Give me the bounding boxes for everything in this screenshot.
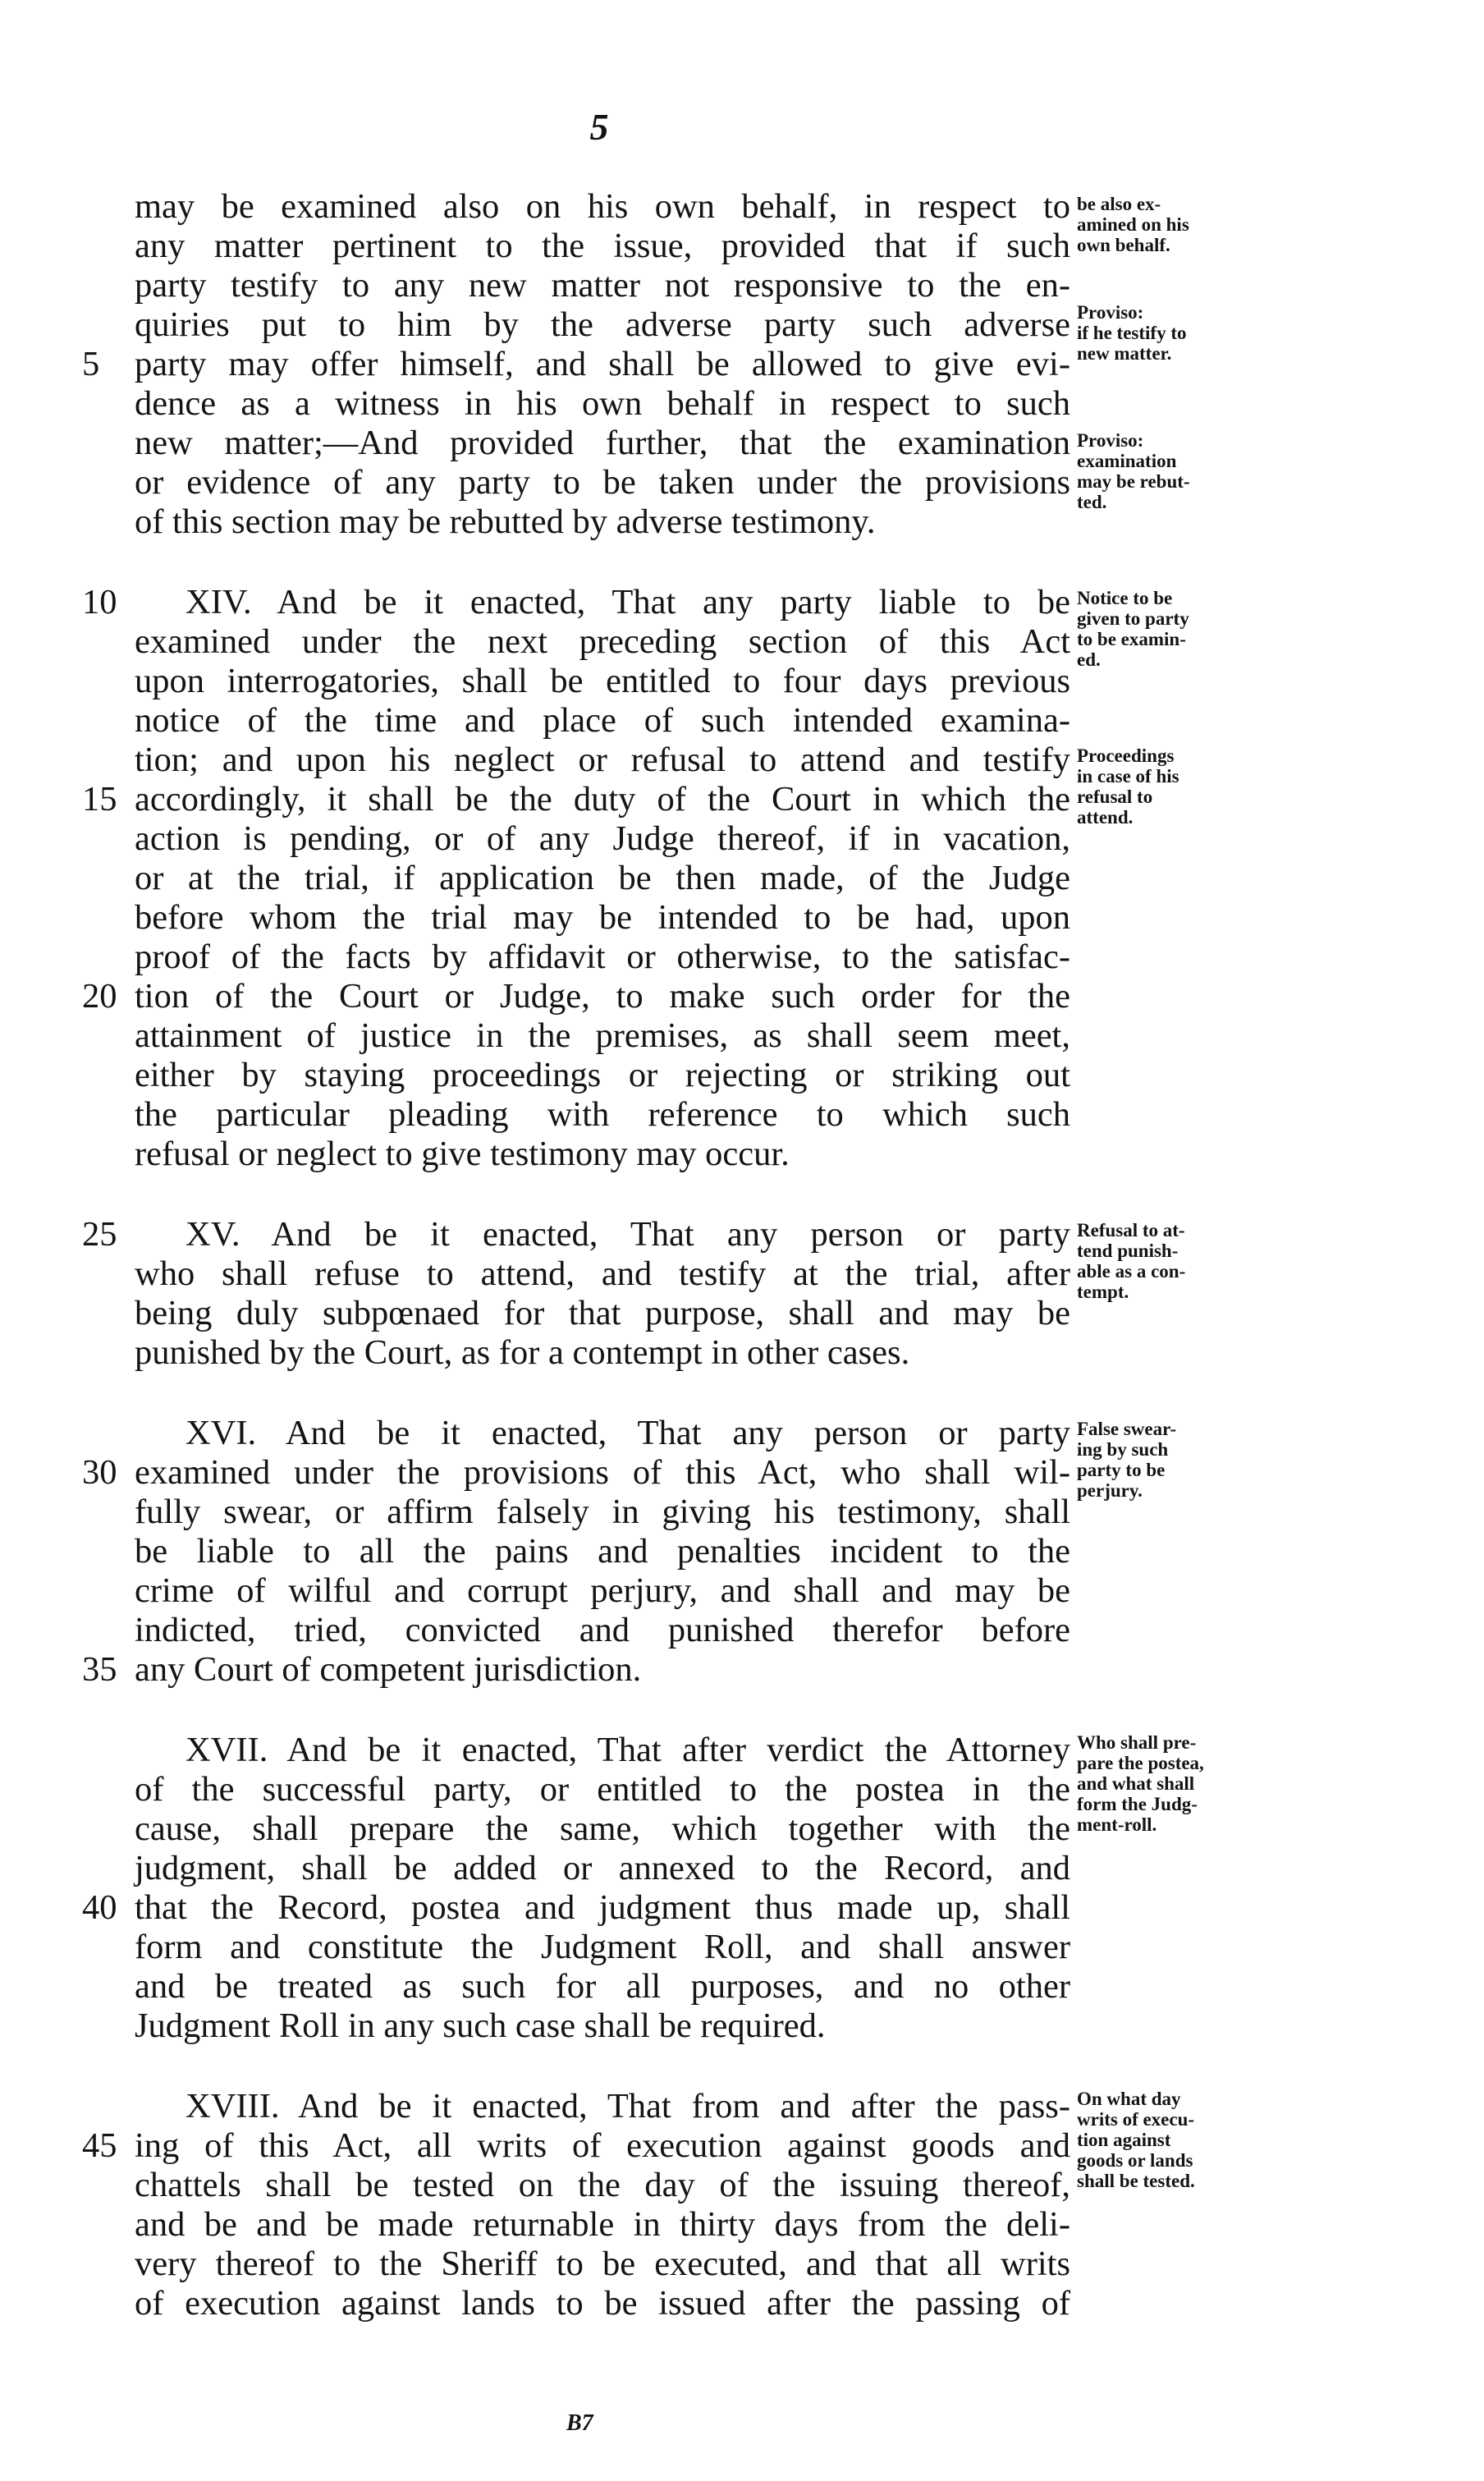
text-line: very thereof to the Sheriff to be executed, and that all writs: [135, 2245, 1070, 2283]
margin-note-line: tion against: [1077, 2130, 1171, 2150]
text-line: any Court of competent jurisdiction.: [135, 1650, 642, 1689]
margin-note-line: new matter.: [1077, 343, 1172, 364]
margin-note-line: own behalf.: [1077, 235, 1170, 255]
margin-note: [1077, 745, 1241, 828]
text-line: XVII. And be it enacted, That after verdict the Attorney: [186, 1731, 1070, 1769]
text-line: ing of this Act, all writs of execution against goods and: [135, 2126, 1070, 2165]
text-line: cause, shall prepare the same, which together with the: [135, 1809, 1070, 1848]
margin-note: [1077, 430, 1241, 512]
margin-note: [1077, 588, 1241, 670]
margin-note-line: Refusal to at-: [1077, 1220, 1185, 1240]
text-line: crime of wilful and corrupt perjury, and shall and may be: [135, 1571, 1070, 1610]
margin-note-line: examination: [1077, 451, 1177, 471]
line-number: 15: [82, 780, 117, 819]
line-number: 20: [82, 977, 117, 1016]
line-number: 10: [82, 583, 117, 621]
text-line: examined under the next preceding section of this Act: [135, 622, 1070, 661]
text-line: upon interrogatories, shall be entitled to four days previous: [135, 662, 1070, 700]
text-line: notice of the time and place of such intended examina-: [135, 701, 1070, 740]
margin-note-line: be also ex-: [1077, 194, 1161, 214]
page-number: 5: [589, 106, 609, 148]
text-line: be liable to all the pains and penalties incident to the: [135, 1532, 1070, 1571]
margin-note-line: and what shall: [1077, 1773, 1195, 1794]
text-line: and be treated as such for all purposes, and no other: [135, 1967, 1070, 2006]
line-number: 35: [82, 1650, 117, 1689]
line-number: 40: [82, 1888, 117, 1927]
text-line: accordingly, it shall be the duty of the Court in which the: [135, 780, 1070, 819]
line-number: 45: [82, 2126, 117, 2165]
margin-note-line: tempt.: [1077, 1282, 1129, 1302]
margin-note-line: amined on his: [1077, 214, 1189, 235]
text-line: chattels shall be tested on the day of the issuing thereof,: [135, 2166, 1070, 2204]
text-line: party testify to any new matter not responsive to the en-: [135, 266, 1070, 305]
text-line: quiries put to him by the adverse party such adverse: [135, 305, 1070, 344]
text-line: action is pending, or of any Judge thereof, if in vacation,: [135, 819, 1070, 858]
text-line: may be examined also on his own behalf, in respect to: [135, 187, 1070, 226]
margin-note-line: form the Judg-: [1077, 1794, 1198, 1814]
margin-note-line: goods or lands: [1077, 2150, 1193, 2171]
margin-note-line: False swear-: [1077, 1419, 1177, 1439]
text-line: or at the trial, if application be then made, of the Judge: [135, 859, 1070, 897]
margin-note-line: ing by such: [1077, 1439, 1169, 1460]
margin-note-line: Who shall pre-: [1077, 1732, 1197, 1753]
text-line: tion; and upon his neglect or refusal to attend and testify: [135, 741, 1070, 779]
margin-note-line: Proviso:: [1077, 302, 1144, 323]
margin-note-line: may be rebut-: [1077, 471, 1190, 492]
text-line: Judgment Roll in any such case shall be required.: [135, 2006, 826, 2045]
text-line: dence as a witness in his own behalf in respect to such: [135, 384, 1070, 423]
text-line: of execution against lands to be issued after the passing of: [135, 2284, 1070, 2323]
margin-note-line: On what day: [1077, 2089, 1181, 2109]
text-line: judgment, shall be added or annexed to the Record, and: [135, 1849, 1070, 1887]
text-line: indicted, tried, convicted and punished therefor before: [135, 1611, 1070, 1649]
text-line: who shall refuse to attend, and testify at the trial, after: [135, 1254, 1070, 1293]
text-line: new matter;—And provided further, that the examination: [135, 424, 1070, 462]
text-line: fully swear, or affirm falsely in giving his testimony, shall: [135, 1493, 1070, 1531]
text-line: attainment of justice in the premises, as shall seem meet,: [135, 1016, 1070, 1055]
margin-note: [1077, 1732, 1241, 1835]
text-line: party may offer himself, and shall be allowed to give evi-: [135, 345, 1070, 383]
margin-note-line: Notice to be: [1077, 588, 1173, 608]
text-line: XVI. And be it enacted, That any person or party: [186, 1414, 1070, 1452]
margin-note-line: Proceedings: [1077, 745, 1175, 766]
text-line: either by staying proceedings or rejecting or striking out: [135, 1056, 1070, 1094]
margin-note-line: Proviso:: [1077, 430, 1144, 451]
text-line: XVIII. And be it enacted, That from and after the pass-: [186, 2087, 1070, 2126]
text-line: punished by the Court, as for a contempt in other cases.: [135, 1333, 910, 1372]
text-line: proof of the facts by affidavit or otherwise, to the satisfac-: [135, 938, 1070, 976]
text-line: refusal or neglect to give testimony may occur.: [135, 1135, 790, 1173]
margin-note-line: writs of execu-: [1077, 2109, 1195, 2130]
margin-note-line: ment-roll.: [1077, 1814, 1157, 1835]
text-line: before whom the trial may be intended to be had, upon: [135, 898, 1070, 937]
text-line: XV. And be it enacted, That any person or party: [186, 1215, 1070, 1254]
text-line: of this section may be rebutted by adverse testimony.: [135, 502, 876, 541]
margin-note-line: ted.: [1077, 492, 1107, 512]
margin-note: [1077, 2089, 1241, 2191]
margin-note: [1077, 194, 1241, 255]
margin-note-line: able as a con-: [1077, 1261, 1186, 1282]
margin-note-line: ed.: [1077, 649, 1101, 670]
margin-note-line: in case of his: [1077, 766, 1179, 786]
text-line: examined under the provisions of this Act, who shall wil-: [135, 1453, 1070, 1492]
line-number: 25: [82, 1215, 117, 1254]
margin-note-line: given to party: [1077, 608, 1189, 629]
text-line: any matter pertinent to the issue, provided that if such: [135, 227, 1070, 265]
margin-note-line: if he testify to: [1077, 323, 1187, 343]
text-line: XIV. And be it enacted, That any party liable to be: [186, 583, 1070, 621]
margin-note-line: shall be tested.: [1077, 2171, 1195, 2191]
margin-note: [1077, 302, 1241, 364]
margin-note-line: tend punish-: [1077, 1240, 1179, 1261]
margin-note-line: refusal to: [1077, 786, 1153, 807]
text-line: that the Record, postea and judgment thus made up, shall: [135, 1888, 1070, 1927]
text-line: tion of the Court or Judge, to make such order for the: [135, 977, 1070, 1016]
margin-note: [1077, 1419, 1241, 1501]
margin-note: [1077, 1220, 1241, 1302]
margin-note-line: perjury.: [1077, 1480, 1143, 1501]
text-line: the particular pleading with reference to which such: [135, 1095, 1070, 1134]
text-line: and be and be made returnable in thirty days from the deli-: [135, 2205, 1070, 2244]
text-line: or evidence of any party to be taken under the provisions: [135, 463, 1070, 502]
text-line: form and constitute the Judgment Roll, and shall answer: [135, 1928, 1070, 1966]
margin-note-line: party to be: [1077, 1460, 1166, 1480]
text-line: of the successful party, or entitled to the postea in the: [135, 1770, 1070, 1809]
line-number: 30: [82, 1453, 117, 1492]
margin-note-line: attend.: [1077, 807, 1134, 828]
line-number: 5: [82, 345, 100, 383]
text-line: being duly subpœnaed for that purpose, shall and may be: [135, 1294, 1070, 1332]
margin-note-line: pare the postea,: [1077, 1753, 1204, 1773]
printer-signature: B7: [566, 2410, 593, 2436]
margin-note-line: to be examin-: [1077, 629, 1186, 649]
